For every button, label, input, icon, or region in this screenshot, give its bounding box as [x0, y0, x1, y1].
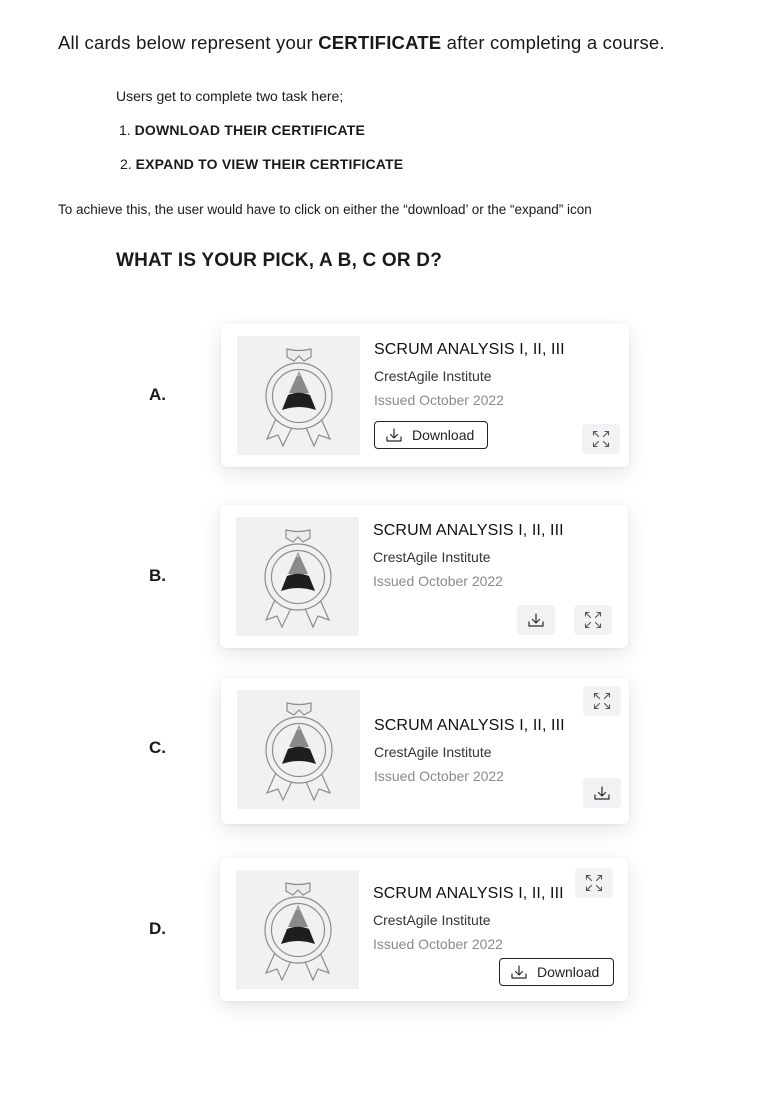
certificate-title: SCRUM ANALYSIS I, II, III — [373, 522, 564, 539]
task-item: 2. EXPAND TO VIEW THEIR CERTIFICATE — [120, 156, 404, 172]
download-icon — [385, 427, 403, 443]
intro-text: Users get to complete two task here; — [116, 88, 344, 104]
certificate-card-d — [220, 858, 628, 1001]
certificate-badge-icon — [237, 690, 360, 809]
certificate-badge-icon — [236, 870, 359, 989]
certificate-thumbnail — [236, 517, 359, 636]
expand-icon — [592, 691, 612, 711]
certificate-title: SCRUM ANALYSIS I, II, III — [373, 885, 564, 902]
certificate-card-b — [220, 505, 628, 648]
certificate-badge-icon — [236, 517, 359, 636]
expand-button[interactable] — [575, 868, 613, 898]
certificate-issued-date: Issued October 2022 — [373, 936, 503, 952]
certificate-institute: CrestAgile Institute — [374, 368, 492, 384]
download-button[interactable]: Download — [374, 421, 488, 449]
option-label-c: C. — [149, 738, 166, 757]
download-button[interactable] — [517, 605, 555, 635]
certificate-card-a — [221, 324, 629, 467]
expand-button[interactable] — [574, 605, 612, 635]
certificate-title: SCRUM ANALYSIS I, II, III — [374, 341, 565, 358]
question-heading: WHAT IS YOUR PICK, A B, C OR D? — [116, 250, 443, 271]
expand-button[interactable] — [583, 686, 621, 716]
certificate-institute: CrestAgile Institute — [374, 744, 492, 760]
certificate-institute: CrestAgile Institute — [373, 912, 491, 928]
option-label-b: B. — [149, 566, 166, 585]
instruction-note: To achieve this, the user would have to click on either the “download’ or the “expand” icon — [58, 202, 592, 217]
certificate-thumbnail — [236, 870, 359, 989]
certificate-issued-date: Issued October 2022 — [374, 392, 504, 408]
certificate-institute: CrestAgile Institute — [373, 549, 491, 565]
option-label-a: A. — [149, 385, 166, 404]
download-icon — [593, 785, 611, 801]
certificate-issued-date: Issued October 2022 — [373, 573, 503, 589]
certificate-card-c — [221, 678, 629, 824]
expand-icon — [591, 429, 611, 449]
task-item: 1. DOWNLOAD THEIR CERTIFICATE — [119, 122, 366, 138]
expand-icon — [583, 610, 603, 630]
download-icon — [510, 964, 528, 980]
certificate-thumbnail — [237, 690, 360, 809]
headline: All cards below represent your CERTIFICATE after completing a course. — [58, 32, 665, 53]
expand-icon — [584, 873, 604, 893]
certificate-badge-icon — [237, 336, 360, 455]
download-button[interactable] — [583, 778, 621, 808]
option-label-d: D. — [149, 919, 166, 938]
download-button[interactable]: Download — [499, 958, 614, 986]
download-icon — [527, 612, 545, 628]
certificate-thumbnail — [237, 336, 360, 455]
certificate-title: SCRUM ANALYSIS I, II, III — [374, 717, 565, 734]
expand-button[interactable] — [582, 424, 620, 454]
certificate-issued-date: Issued October 2022 — [374, 768, 504, 784]
